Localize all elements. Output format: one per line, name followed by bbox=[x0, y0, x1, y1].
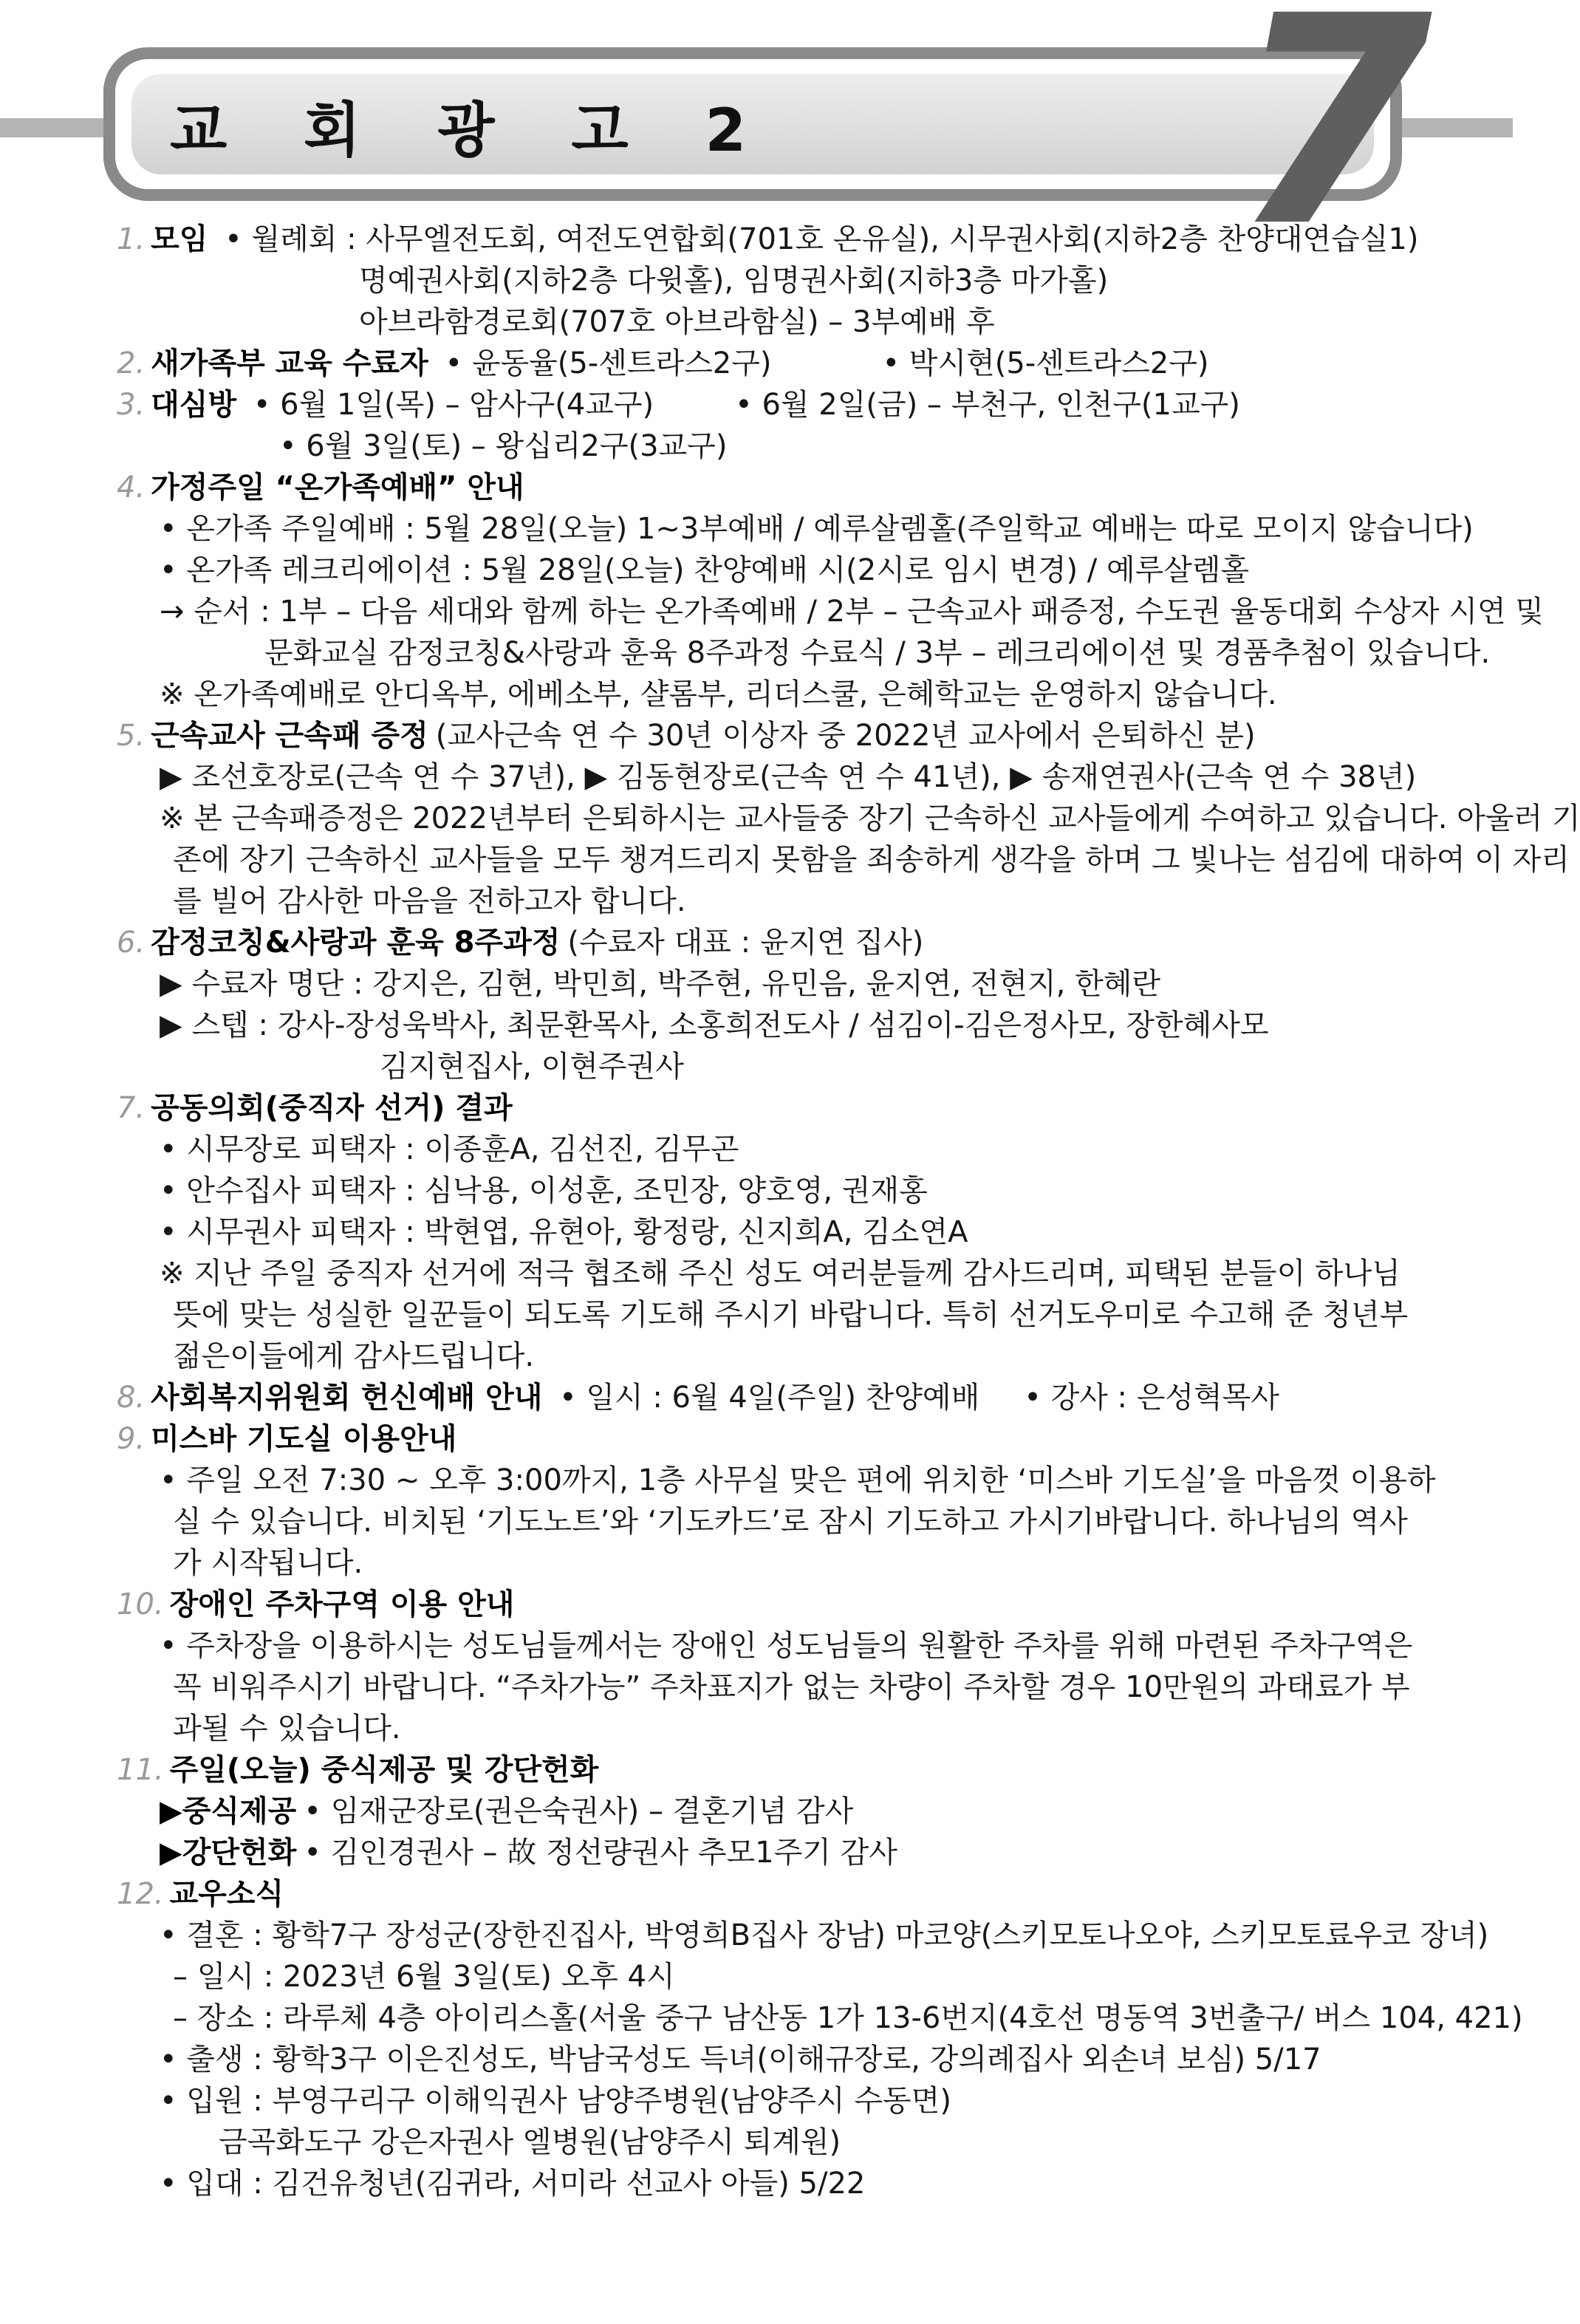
section-subtitle: (수료자 대표 : 윤지연 집사) bbox=[567, 926, 924, 960]
section-9-line: 가 시작됩니다. bbox=[173, 1546, 363, 1580]
section-number: 3. bbox=[117, 388, 146, 422]
page-number: 7 bbox=[1232, 0, 1433, 290]
section-number: 6. bbox=[117, 926, 146, 960]
section-title: 가정주일 “온가족예배” 안내 bbox=[151, 471, 524, 505]
section-12-line: • 결혼 : 황학7구 장성군(장한진집사, 박영희B집사 장남) 마코양(스키모토나오야, 스키모토료우코 장녀) bbox=[160, 1918, 1489, 1952]
section-5-line: 존에 장기 근속하신 교사들을 모두 챙겨드리지 못함을 죄송하게 생각을 하며 그 빛나는 섬김에 대하여 이 자리 bbox=[173, 843, 1570, 877]
section-7-line: 뜻에 맞는 성실한 일꾼들이 되도록 기도해 주시기 바랍니다. 특히 선거도우미로 수고해 준 청년부 bbox=[173, 1298, 1409, 1332]
section-5-line: ▶ 조선호장로(근속 연 수 37년), ▶ 김동현장로(근속 연 수 41년), ▶ 송재연권사(근속 연 수 38년) bbox=[160, 760, 1417, 794]
section-text: • 임재군장로(권은숙권사) – 결혼기념 감사 bbox=[304, 1794, 854, 1828]
section-12-line: • 입원 : 부영구리구 이해익권사 남양주병원(남양주시 수동면) bbox=[160, 2084, 951, 2118]
section-3-header bbox=[117, 384, 1393, 426]
section-6-line: ▶ 수료자 명단 : 강지은, 김현, 박민희, 박주현, 유민음, 윤지연, 전현지, 한혜란 bbox=[160, 967, 1161, 1001]
section-7-line: 젊은이들에게 감사드립니다. bbox=[173, 1339, 535, 1373]
lunch-label: ▶중식제공 bbox=[160, 1794, 297, 1828]
section-number: 9. bbox=[117, 1422, 146, 1456]
section-8-header bbox=[117, 1377, 1393, 1418]
section-title: 근속교사 근속패 증정 bbox=[151, 719, 428, 753]
section-10-line: 꼭 비워주시기 바랍니다. “주차가능” 주차표지가 없는 차량이 주차할 경우 10만원의 과태료가 부 bbox=[173, 1670, 1410, 1704]
section-9-header bbox=[117, 1418, 1393, 1460]
announcement-list bbox=[117, 219, 1580, 2204]
decorative-line-left bbox=[0, 118, 111, 137]
section-6-header bbox=[117, 922, 1393, 963]
section-number: 4. bbox=[117, 471, 146, 505]
section-number: 5. bbox=[117, 719, 146, 753]
section-10-header bbox=[117, 1584, 1393, 1625]
section-number: 2. bbox=[117, 346, 146, 380]
section-6-line: 김지현집사, 이현주권사 bbox=[380, 1050, 684, 1084]
section-4-line: ※ 온가족예배로 안디옥부, 에베소부, 샬롬부, 리더스쿨, 은혜학교는 운영하지 않습니다. bbox=[160, 677, 1277, 711]
section-4-header bbox=[117, 467, 1393, 508]
section-11-line bbox=[117, 1791, 1393, 1832]
section-number: 1. bbox=[117, 222, 146, 256]
section-title: 대심방 bbox=[151, 388, 237, 422]
section-5-line: 를 빌어 감사한 마음을 전하고자 합니다. bbox=[173, 884, 686, 918]
section-text: • 일시 : 6월 4일(주일) 찬양예배 bbox=[559, 1381, 980, 1415]
section-11-header bbox=[117, 1749, 1393, 1791]
section-12-line: – 일시 : 2023년 6월 3일(토) 오후 4시 bbox=[173, 1960, 675, 1994]
section-4-line: → 순서 : 1부 – 다음 세대와 함께 하는 온가족예배 / 2부 – 근속교사 패증정, 수도권 율동대회 수상자 시연 및 bbox=[160, 595, 1544, 629]
section-text: • 6월 2일(금) – 부천구, 인천구(1교구) bbox=[735, 388, 1240, 422]
section-12-line: • 출생 : 황학3구 이은진성도, 박남국성도 득녀(이해규장로, 강의례집사 외손녀 보심) 5/17 bbox=[160, 2043, 1321, 2077]
page-title: 교 회 광 고 2 bbox=[170, 96, 775, 165]
section-title: 장애인 주차구역 이용 안내 bbox=[169, 1588, 515, 1621]
section-title: 감정코칭&사랑과 훈육 8주과정 bbox=[151, 926, 561, 960]
section-title: 모임 bbox=[151, 222, 208, 256]
section-7-line: • 안수집사 피택자 : 심낙용, 이성훈, 조민장, 양호영, 권재홍 bbox=[160, 1174, 928, 1208]
section-4-line: 문화교실 감정코칭&사랑과 훈육 8주과정 수료식 / 3부 – 레크리에이션 및 경품추첨이 있습니다. bbox=[264, 636, 1491, 670]
section-text: • 김인경권사 – 故 정선량권사 추모1주기 감사 bbox=[304, 1836, 897, 1870]
section-12-line: • 입대 : 김건유청년(김귀라, 서미라 선교사 아들) 5/22 bbox=[160, 2167, 866, 2201]
section-7-line: • 시무권사 피택자 : 박현엽, 유현아, 황정랑, 신지희A, 김소연A bbox=[160, 1215, 968, 1249]
section-2-header bbox=[117, 343, 1393, 384]
section-9-line: • 주일 오전 7:30 ~ 오후 3:00까지, 1층 사무실 맞은 편에 위치한 ‘미스바 기도실’을 마음껏 이용하 bbox=[160, 1463, 1436, 1497]
section-12-line: 금곡화도구 강은자권사 엘병원(남양주시 퇴계원) bbox=[219, 2125, 841, 2159]
section-3-line: • 6월 3일(토) – 왕십리2구(3교구) bbox=[279, 429, 728, 463]
section-5-line: ※ 본 근속패증정은 2022년부터 은퇴하시는 교사들중 장기 근속하신 교사들에게 수여하고 있습니다. 아울러 기 bbox=[160, 802, 1580, 835]
section-7-line: • 시무장로 피택자 : 이종훈A, 김선진, 김무곤 bbox=[160, 1132, 739, 1166]
section-11-line bbox=[117, 1832, 1393, 1873]
section-5-header bbox=[117, 715, 1393, 756]
section-number: 11. bbox=[117, 1753, 164, 1787]
flower-label: ▶강단헌화 bbox=[160, 1836, 297, 1870]
section-12-line: – 장소 : 라루체 4층 아이리스홀(서울 중구 남산동 1가 13-6번지(4호선 명동역 3번출구/ 버스 104, 421) bbox=[173, 2001, 1523, 2035]
section-7-line: ※ 지난 주일 중직자 선거에 적극 협조해 주신 성도 여러분들께 감사드리며, 피택된 분들이 하나님 bbox=[160, 1257, 1401, 1291]
section-title: 교우소식 bbox=[169, 1877, 284, 1911]
section-9-line: 실 수 있습니다. 비치된 ‘기도노트’와 ‘기도카드’로 잠시 기도하고 가시기바랍니다. 하나님의 역사 bbox=[173, 1505, 1408, 1539]
section-7-header bbox=[117, 1087, 1393, 1129]
section-text: • 6월 1일(목) – 암사구(4교구) bbox=[253, 388, 654, 422]
section-10-line: 과될 수 있습니다. bbox=[173, 1712, 401, 1746]
section-text: • 월례회 : 사무엘전도회, 여전도연합회(701호 온유실), 시무권사회(지하2층 찬양대연습실1) bbox=[225, 222, 1419, 256]
section-number: 10. bbox=[117, 1588, 164, 1621]
section-10-line: • 주차장을 이용하시는 성도님들께서는 장애인 성도님들의 원활한 주차를 위해 마련된 주차구역은 bbox=[160, 1629, 1413, 1663]
section-title: 미스바 기도실 이용안내 bbox=[151, 1422, 457, 1456]
section-title: 사회복지위원회 헌신예배 안내 bbox=[151, 1381, 543, 1415]
section-1-header bbox=[117, 219, 1419, 260]
section-text: • 강사 : 은성혁목사 bbox=[1024, 1381, 1279, 1415]
section-number: 7. bbox=[117, 1091, 146, 1125]
section-number: 8. bbox=[117, 1381, 146, 1415]
section-number: 12. bbox=[117, 1877, 164, 1911]
section-4-line: • 온가족 레크리에이션 : 5월 28일(오늘) 찬양예배 시(2시로 임시 변경) / 예루살렘홀 bbox=[160, 553, 1250, 587]
section-subtitle: (교사근속 연 수 30년 이상자 중 2022년 교사에서 은퇴하신 분) bbox=[435, 719, 1256, 753]
section-1-line: 아브라함경로회(707호 아브라함실) – 3부예배 후 bbox=[359, 305, 995, 339]
section-title: 주일(오늘) 중식제공 및 강단헌화 bbox=[169, 1753, 599, 1787]
section-4-line: • 온가족 주일예배 : 5월 28일(오늘) 1~3부예배 / 예루살렘홀(주일학교 예배는 따로 모이지 않습니다) bbox=[160, 512, 1474, 546]
section-title: 새가족부 교육 수료자 bbox=[151, 346, 428, 380]
section-text: • 박시현(5-센트라스2구) bbox=[882, 346, 1209, 380]
section-title: 공동의회(중직자 선거) 결과 bbox=[151, 1091, 513, 1125]
section-1-line: 명예권사회(지하2층 다윗홀), 임명권사회(지하3층 마가홀) bbox=[359, 264, 1109, 298]
section-6-line: ▶ 스텝 : 강사-장성욱박사, 최문환목사, 소홍희전도사 / 섬김이-김은정사모, 장한혜사모 bbox=[160, 1008, 1269, 1042]
section-text: • 윤동율(5-센트라스2구) bbox=[445, 346, 772, 380]
section-12-header bbox=[117, 1873, 1393, 1915]
